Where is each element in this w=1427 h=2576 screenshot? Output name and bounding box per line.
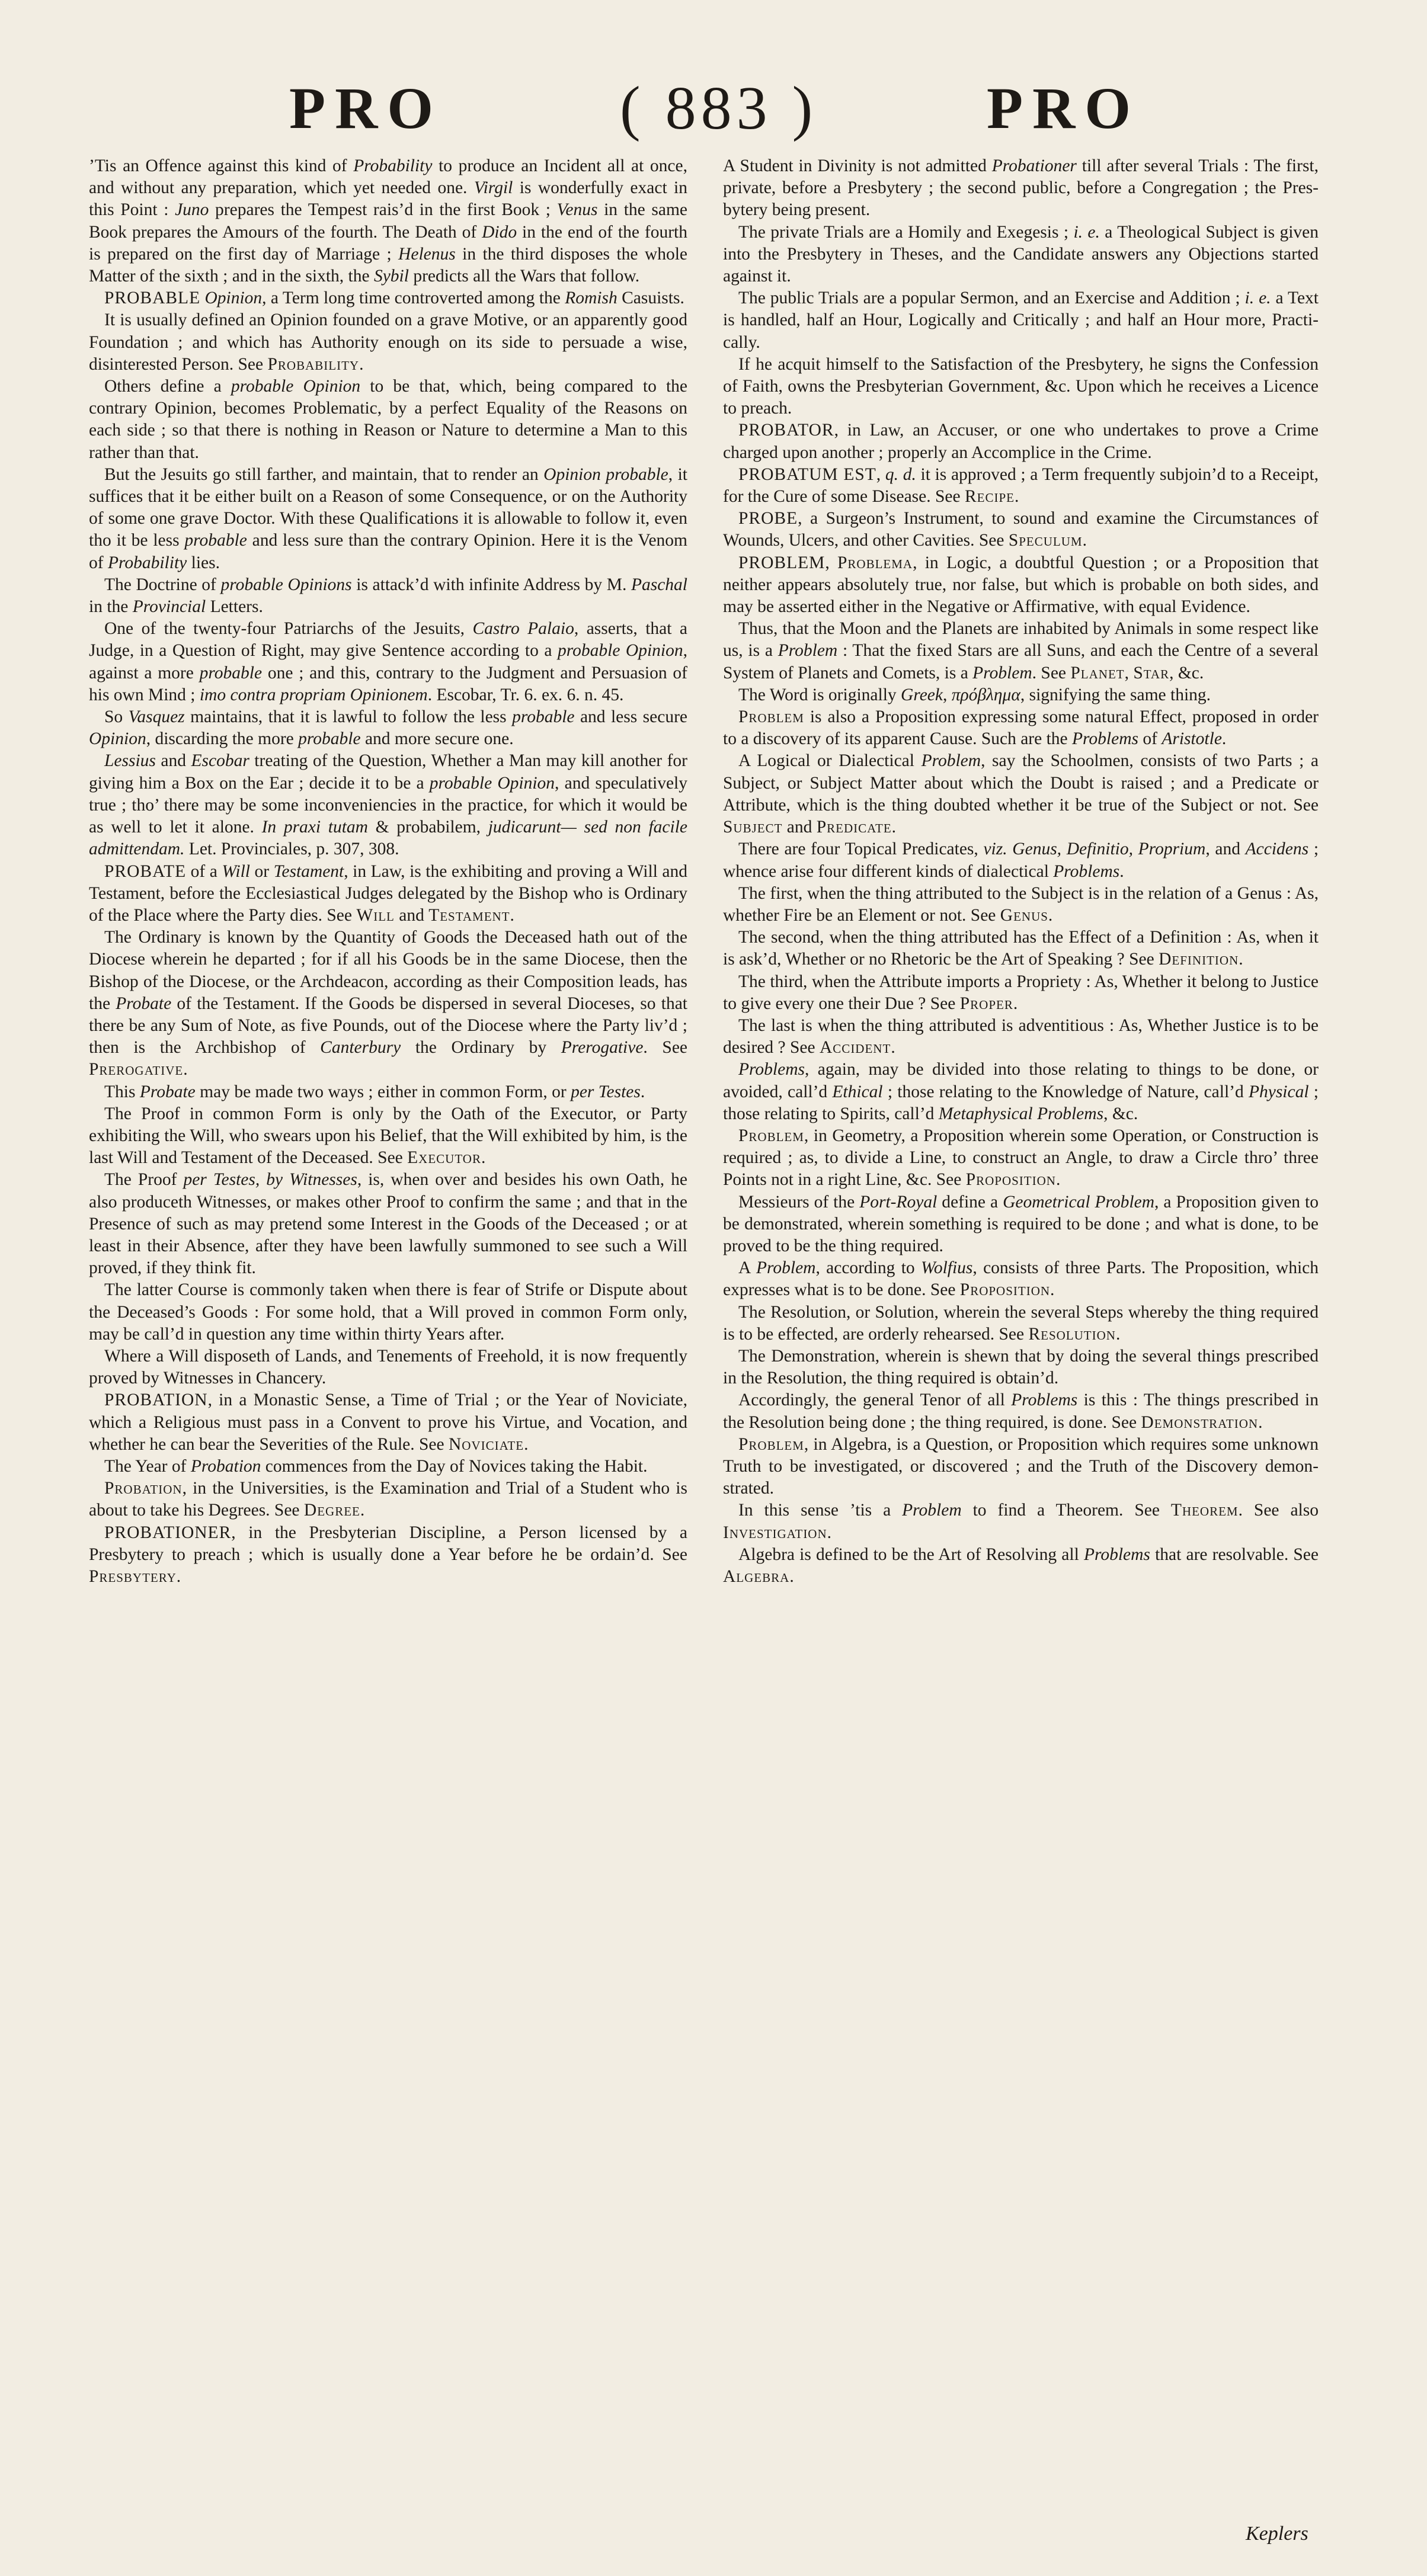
paragraph: PROBATION, in a Monastic Sense, a Time of Trial ; or the Year of Noviciate, which a Religious must pass in a Convent to prove his Virtue, and Vocation, and whether he can bear the Severities of the Rule. See Noviciate.	[89, 1390, 687, 1454]
paragraph: A Student in Divinity is not admitted Probationer till after several Trials : The first, private, before a Presbytery ; the second public, before a Congregation ; the Presbytery being present.	[723, 156, 1319, 220]
paragraph: The Word is originally Greek, πρόβλημα, signifying the same thing.	[738, 685, 1211, 704]
paragraph: Messieurs of the Port-Royal define a Geometrical Problem, a Proposition given to be demonstrated, wherein something is required to be done ; and what is done, to be proved to be the thing required.	[723, 1192, 1319, 1255]
paragraph: Algebra is defined to be the Art of Resolving all Problems that are resolvable. See Algebra.	[723, 1545, 1319, 1586]
paragraph: So Vasquez maintains, that it is lawful to follow the less probable and less secure Opinion, discarding the more probable and more secure one.	[89, 707, 687, 749]
paragraph: Lessius and Escobar treating of the Question, Whether a Man may kill another for giving him a Box on the Ear ; decide it to be a probable Opinion, and speculatively true ; tho’ there may be some inconveniencies in the practice, for which it would be as well to let it alone. In praxi tutam & probabilem, judicarunt— sed non facile admittendam. Let. Provinciales, p. 307, 308.	[89, 751, 688, 859]
paragraph: The Proof in common Form is only by the Oath of the Executor, or Party exhibiting the Will, who swears upon his Belief, that the Will exhibited by him, is the last Will and Testament of the Deceased. See Executor.	[89, 1104, 687, 1168]
paragraph: PROBATE of a Will or Testament, in Law, is the exhibiting and proving a Will and Testament, before the Ecclesiastical Judges delegated by the Bishop who is Ordinary of the Place where the Party dies. See Will and Testament.	[89, 861, 688, 925]
paragraph: The latter Course is commonly taken when there is fear of Strife or Dispute about the Deceased’s Goods : For some hold, that a Will proved in common Form only, may be call’d in question any time within thirty Years after.	[89, 1280, 687, 1344]
paragraph: Where a Will disposeth of Lands, and Tenements of Freehold, it is now frequently proved by Witnesses in Chancery.	[89, 1346, 687, 1388]
paragraph: A Problem, according to Wolfius, consists of three Parts. The Proposition, which expresses what is to be done. See Proposition.	[723, 1258, 1319, 1300]
paragraph: The third, when the Attribute imports a Propriety : As, Whether it belong to Justice to give every one their Due ? See Proper.	[723, 972, 1319, 1013]
paragraph: PROBE, a Surgeon’s Instrument, to sound and examine the Circumstances of Wounds, Ulcers, and other Cavities. See Speculum.	[723, 509, 1319, 550]
paragraph: Thus, that the Moon and the Planets are inhabited by Animals in some respect like us, is a Problem : That the fixed Stars are all Suns, and each the Centre of a several System of Planets and Comets, is a Problem. See Planet, Star, &c.	[723, 619, 1319, 683]
paragraph: Problems, again, may be divided into those relating to things to be done, or avoided, call’d Ethical ; those relating to the Knowledge of Nature, call’d Physical ; those relating to Spirits, call’d Metaphysical Problems, &c.	[723, 1060, 1319, 1123]
running-head-right: PRO	[987, 75, 1141, 141]
page-number: ( 883 )	[620, 74, 818, 142]
paragraph: The Doctrine of probable Opinions is attack’d with infinite Address by M. Paschal in the Provincial Letters.	[89, 575, 687, 617]
paragraph: PROBABLE Opinion, a Term long time controverted among the Romish Casuists.	[104, 289, 684, 308]
paragraph: A Logical or Dialectical Problem, say the Schoolmen, consists of two Parts ; a Subject, or Subject Matter about which the Doubt is raised ; and a Predicate or Attribute, which is the thing doubted whether it be true of the Subject or not. See Subject and Predicate.	[723, 751, 1319, 837]
paragraph: One of the twenty-four Patriarchs of the Jesuits, Castro Palaio, asserts, that a Judge, in a Question of Right, may give Sentence according to a probable Opinion, against a more probable one ; and this, contrary to the Judgment and Persuasion of his own Mind ; imo contra propriam Opinionem. Escobar, Tr. 6. ex. 6. n. 45.	[89, 619, 688, 704]
paragraph: The second, when the thing attributed has the Effect of a Definition : As, when it is ask’d, Whether or no Rhetoric be the Art of Speaking ? See Definition.	[723, 928, 1319, 969]
paragraph: If he acquit himself to the Satisfaction of the Presbytery, he signs the Confession of Faith, owns the Presbyterian Government, &c. Upon which he receives a Licence to preach.	[723, 354, 1319, 418]
paragraph: PROBATUM EST, q. d. it is approved ; a Term frequently subjoin’d to a Receipt, for the Cure of some Disease. See Recipe.	[723, 464, 1319, 507]
left-column	[89, 155, 687, 1588]
paragraph: Problem, in Algebra, is a Question, or Proposition which requires some unknown Truth to be investigated, or discovered ; and the Truth of the Discovery demonstrated.	[723, 1434, 1319, 1498]
paragraph: The Proof per Testes, by Witnesses, is, when over and besides his own Oath, he also produceth Witnesses, or makes other Proof to confirm the same ; and that in the Presence of such as may pretend some Interest in the Goods of the Deceased ; or at least in their Absence, after they have been lawfully summoned to see such a Will proved, if they think fit.	[89, 1170, 687, 1278]
running-head-left: PRO	[289, 75, 443, 141]
right-column	[723, 155, 1319, 1588]
paragraph: ’Tis an Offence against this kind of Probability to produce an Incident all at once, and without any preparation, which yet needed one. Virgil is wonderfully exact in this Point : Juno prepares the Tempest rais’d in the first Book ; Venus in the same Book prepares the Amours of the fourth. The Death of Dido in the end of the fourth is prepared on the first day of Marriage ; Helenus in the third disposes the whole Matter of the sixth ; and in the sixth, the Sybil predicts all the Wars that follow.	[89, 156, 687, 286]
paragraph: Others define a probable Opinion to be that, which, being compared to the contrary Opinion, becomes Problematic, by a perfect Equality of the Reasons on each side ; so that there is nothing in Reason or Nature to determine a Man to this rather than that.	[89, 377, 687, 462]
paragraph: Probation, in the Universities, is the Examination and Trial of a Student who is about to take his Degrees. See Degree.	[89, 1479, 687, 1520]
paragraph: The public Trials are a popular Sermon, and an Exercise and Addition ; i. e. a Text is handled, half an Hour, Logically and Critically ; and half an Hour more, Practically.	[723, 289, 1319, 352]
paragraph: It is usually defined an Opinion founded on a grave Motive, or an apparently good Foundation ; and which has Authority enough on its side to persuade a wise, disinterested Person. See Probability.	[89, 310, 687, 374]
paragraph: Problem, in Geometry, a Proposition wherein some Operation, or Construction is required ; as, to divide a Line, to construct an Angle, to draw a Circle thro’ three Points not in a right Line, &c. See Proposition.	[723, 1126, 1319, 1190]
paragraph: The Year of Probation commences from the Day of Novices taking the Habit.	[104, 1456, 648, 1476]
paragraph: There are four Topical Predicates, viz. Genus, Definitio, Proprium, and Accidens ; whence arise four different kinds of dialectical Problems.	[723, 840, 1319, 881]
paragraph: The private Trials are a Homily and Exegesis ; i. e. a Theological Subject is given into the Presbytery in Theses, and the Candidate answers any Objections started against it.	[723, 222, 1319, 286]
paragraph: But the Jesuits go still farther, and maintain, that to render an Opinion probable, it suffices that it be either built on a Reason of some Consequence, or on the Authority of some one grave Doctor. With these Qualifications it is allowable to follow it, even tho it be less probable and less sure than the contrary Opinion. Here it is the Venom of Probability lies.	[89, 464, 688, 572]
paragraph: Problem is also a Proposition expressing some natural Effect, proposed in order to a discovery of its apparent Cause. Such are the Problems of Aristotle.	[723, 707, 1319, 749]
paragraph: In this sense ’tis a Problem to find a Theorem. See Theorem. See also Investigation.	[723, 1501, 1319, 1542]
paragraph: The first, when the thing attributed to the Subject is in the relation of a Genus : As, whether Fire be an Element or not. See Genus.	[723, 883, 1319, 925]
paragraph: PROBLEM, Problema, in Logic, a doubtful Question ; or a Proposition that neither appears absolutely true, nor false, but which is probable on both sides, and may be asserted either in the Negative or Affirmative, with equal Evidence.	[723, 553, 1319, 617]
paragraph: PROBATOR, in Law, an Accuser, or one who undertakes to prove a Crime charged upon another ; properly an Accomplice in the Crime.	[723, 421, 1319, 462]
catchword: Keplers	[1246, 2523, 1308, 2545]
paragraph: The Demonstration, wherein is shewn that by doing the several things prescribed in the Resolution, the thing required is obtain’d.	[723, 1346, 1319, 1388]
paragraph: This Probate may be made two ways ; either in common Form, or per Testes.	[104, 1082, 645, 1101]
paragraph: The last is when the thing attributed is adventitious : As, Whether Justice is to be desired ? See Accident.	[723, 1015, 1319, 1058]
paragraph: PROBATIONER, in the Presbyterian Discipline, a Person licensed by a Presbytery to preach ; which is usually done a Year before he be ordain’d. See Presbytery.	[89, 1523, 687, 1586]
paragraph: Accordingly, the general Tenor of all Problems is this : The things prescribed in the Resolution being done ; the thing required, is done. See Demonstration.	[723, 1390, 1319, 1432]
paragraph: The Ordinary is known by the Quantity of Goods the Deceased hath out of the Diocese wherein he departed ; for if all his Goods be in the same Diocese, then the Bishop of the Diocese, or the Archdeacon, according as their Composition leads, has the Probate of the Testament. If the Goods be dispersed in several Dioceses, so that there be any Sum of Note, as five Pounds, out of the Diocese where the Party liv’d ; then is the Archbishop of Canterbury the Ordinary by Prerogative. See Prerogative.	[89, 928, 688, 1079]
paragraph: The Resolution, or Solution, wherein the several Steps whereby the thing required is to be effected, are orderly rehearsed. See Resolution.	[723, 1302, 1319, 1344]
